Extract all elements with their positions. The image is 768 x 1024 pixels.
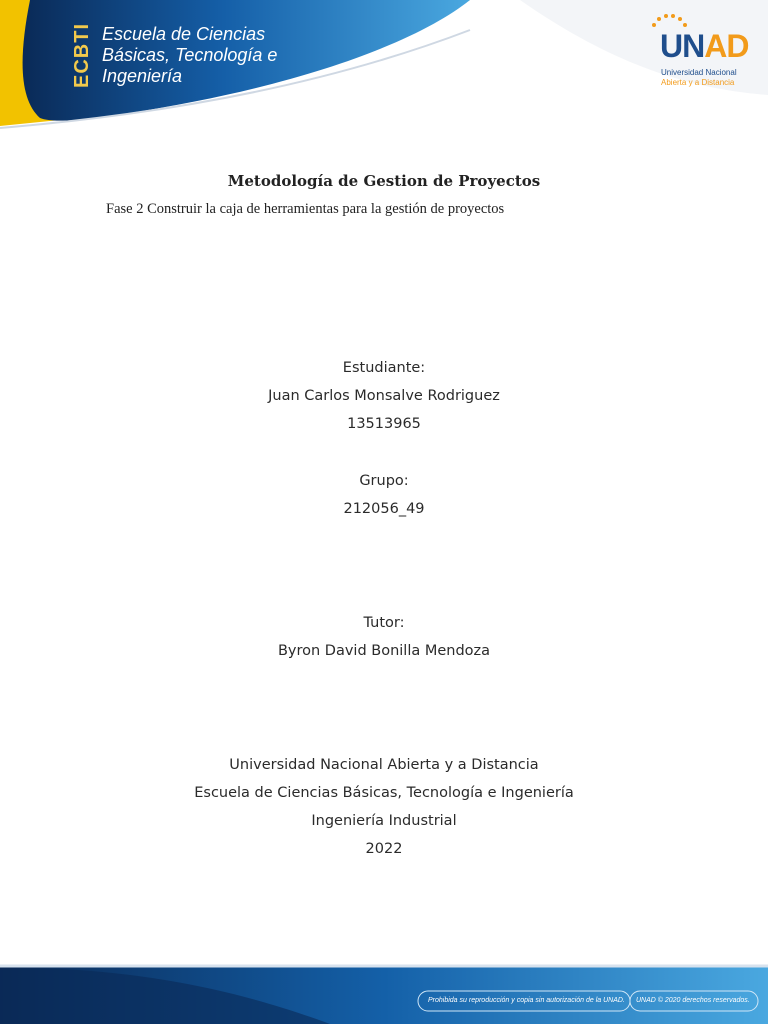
unad-logo [650,14,750,94]
school-line: Ingeniería [102,66,183,86]
logo-wordmark: UNAD [660,28,749,64]
student-label: Estudiante: [342,360,426,376]
tutor-name: Byron David Bonilla Mendoza [277,643,491,659]
footer-swoosh-graphic [0,958,768,1024]
logo-line-1: Universidad Nacional [661,68,737,77]
document-subtitle: Fase 2 Construir la caja de herramientas para la gestión de proyectos [106,201,505,217]
footer-rights: UNAD © 2020 derechos reservados. [636,997,750,1004]
footer-banner [0,958,768,1024]
ecbti-badge: ECBTI [70,22,93,88]
school-name: Escuela de Ciencias Básicas, Tecnología e Ingeniería [194,785,574,801]
group-label: Grupo: [359,473,409,489]
student-name: Juan Carlos Monsalve Rodriguez [268,388,500,404]
group-code: 212056_49 [343,501,425,517]
tutor-label: Tutor: [363,615,405,631]
program-name: Ingeniería Industrial [311,813,457,829]
school-line: Escuela de Ciencias [102,24,266,44]
document-title: Metodología de Gestion de Proyectos [227,172,541,190]
university-name: Universidad Nacional Abierta y a Distancia [229,757,539,773]
student-id: 13513965 [347,416,421,432]
school-line: Básicas, Tecnología e [102,45,278,65]
footer-notice: Prohibida su reproducción y copia sin autorización de la UNAD. [428,997,625,1004]
school-name-heading [102,24,277,87]
document-year: 2022 [365,841,403,857]
logo-dots-icon [650,14,690,28]
header-banner [0,0,768,150]
logo-line-2: Abierta y a Distancia [661,78,735,87]
